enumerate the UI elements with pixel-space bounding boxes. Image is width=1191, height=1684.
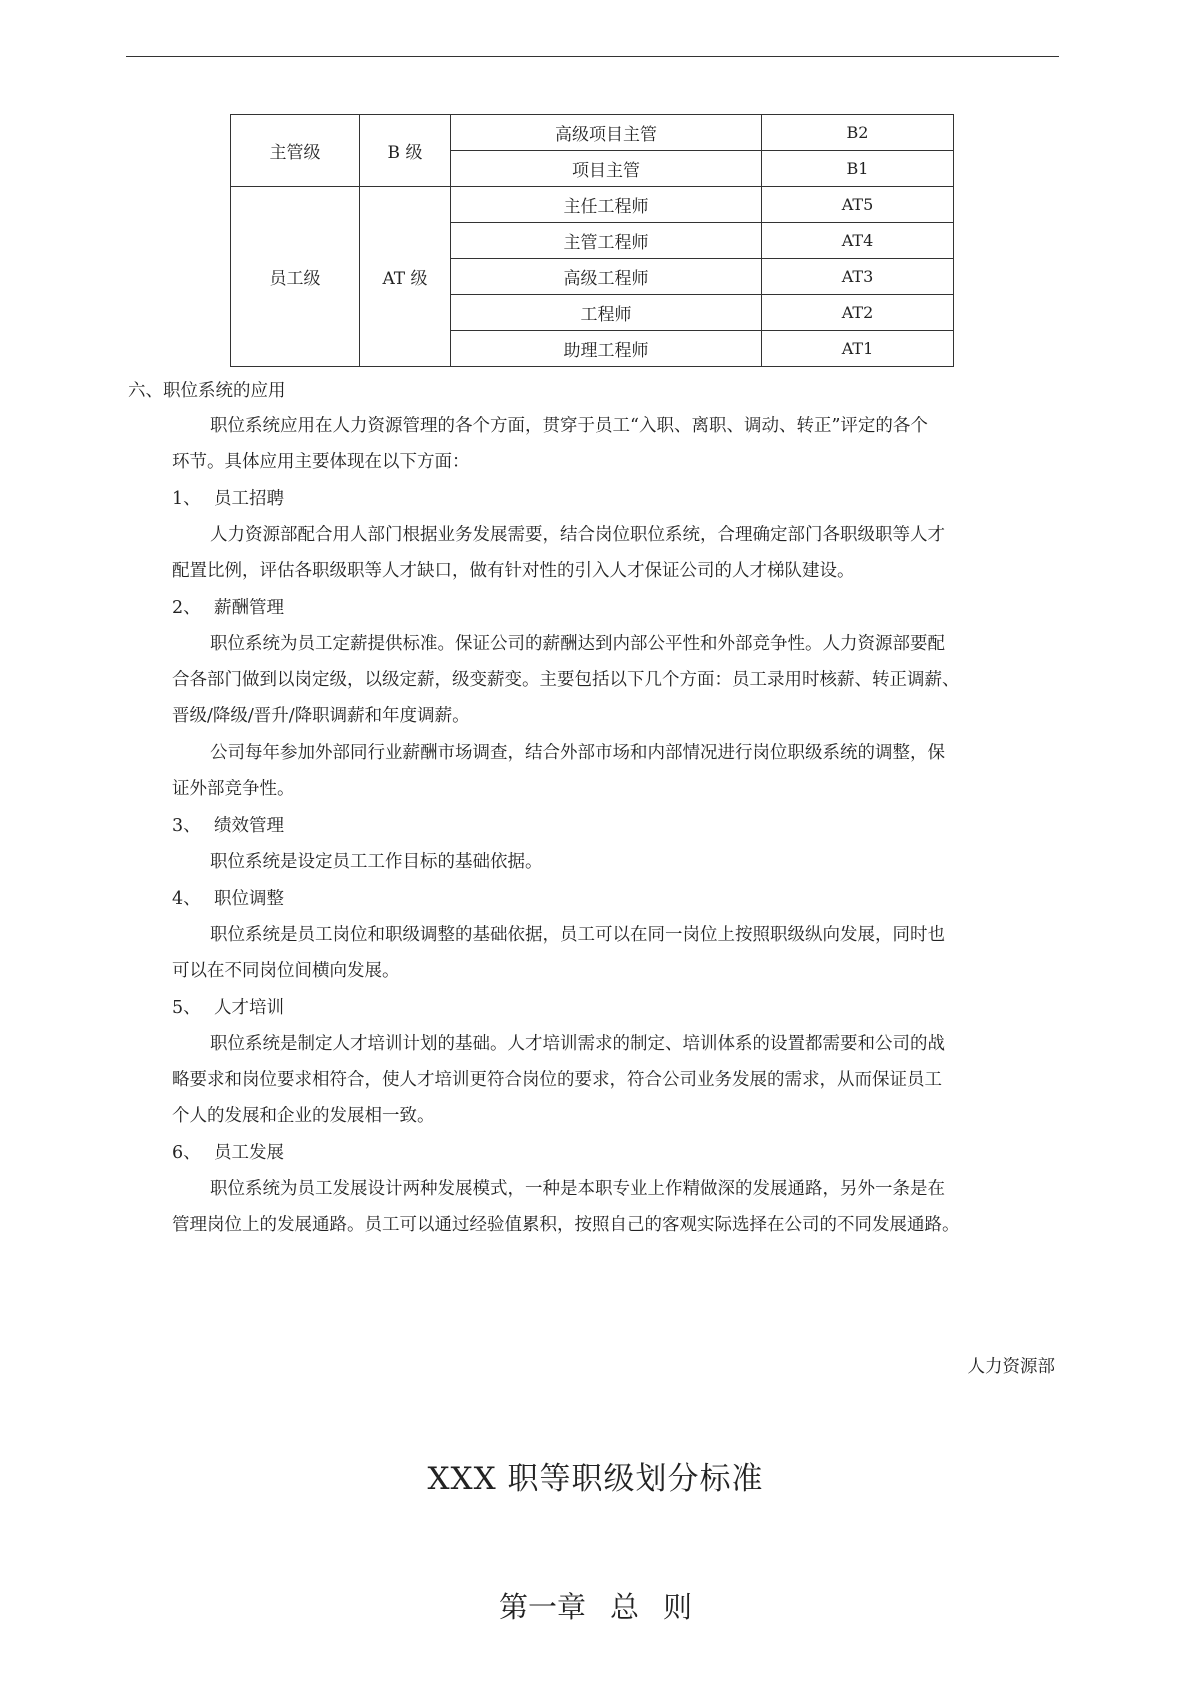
item-heading xyxy=(172,487,284,511)
header-rule xyxy=(126,56,1059,57)
document-title: XXX 职等职级划分标准 xyxy=(427,1461,764,1497)
body-line: 人力资源部配合用人部门根据业务发展需要，结合岗位职位系统，合理确定部门各职级职等人才 xyxy=(210,525,945,545)
body-line: 公司每年参加外部同行业薪酬市场调查，结合外部市场和内部情况进行岗位职级系统的调整，保 xyxy=(210,743,945,763)
intro-line: 职位系统应用在人力资源管理的各个方面，贯穿于员工“入职、离职、调动、转正”评定的各个 xyxy=(210,416,928,436)
level-cell: 员工级 xyxy=(231,187,360,367)
body-line: 管理岗位上的发展通路。员工可以通过经验值累积，按照自己的客观实际选择在公司的不同发展通路。 xyxy=(172,1215,960,1235)
item-heading xyxy=(172,887,284,911)
body-line: 职位系统为员工发展设计两种发展模式，一种是本职专业上作精做深的发展通路，另外一条是在 xyxy=(210,1179,945,1199)
item-number: 5、 xyxy=(172,998,201,1018)
item-number: 3、 xyxy=(172,816,201,836)
level-cell: 主管级 xyxy=(231,115,360,187)
section-heading: 六、职位系统的应用 xyxy=(128,381,286,401)
code-cell: B2 xyxy=(762,115,954,151)
body-line: 职位系统为员工定薪提供标准。保证公司的薪酬达到内部公平性和外部竞争性。人力资源部要配 xyxy=(210,634,945,654)
body-line: 个人的发展和企业的发展相一致。 xyxy=(172,1106,435,1126)
item-title: 薪酬管理 xyxy=(214,598,284,618)
body-line: 职位系统是设定员工工作目标的基础依据。 xyxy=(210,852,543,872)
item-title: 职位调整 xyxy=(214,889,284,909)
chapter-word: 总 xyxy=(609,1590,639,1624)
grade-cell: AT 级 xyxy=(360,187,451,367)
chapter-number: 第一章 xyxy=(498,1590,586,1624)
code-cell: AT5 xyxy=(762,187,954,223)
intro-line: 环节。具体应用主要体现在以下方面： xyxy=(172,452,470,472)
item-number: 2、 xyxy=(172,598,201,618)
chapter-word: 则 xyxy=(663,1590,693,1624)
code-cell: AT3 xyxy=(762,259,954,295)
body-line: 可以在不同岗位间横向发展。 xyxy=(172,961,400,981)
item-title: 人才培训 xyxy=(214,998,284,1018)
position-cell: 主管工程师 xyxy=(451,223,762,259)
position-cell: 助理工程师 xyxy=(451,331,762,367)
item-heading xyxy=(172,814,284,838)
body-line: 晋级/降级/晋升/降职调薪和年度调薪。 xyxy=(172,706,470,726)
body-line: 配置比例，评估各职级职等人才缺口，做有针对性的引入人才保证公司的人才梯队建设。 xyxy=(172,561,855,581)
item-title: 绩效管理 xyxy=(214,816,284,836)
table-row xyxy=(231,187,954,223)
item-number: 6、 xyxy=(172,1143,201,1163)
item-heading xyxy=(172,996,284,1020)
position-cell: 高级工程师 xyxy=(451,259,762,295)
position-cell: 项目主管 xyxy=(451,151,762,187)
position-cell: 高级项目主管 xyxy=(451,115,762,151)
item-number: 4、 xyxy=(172,889,201,909)
code-cell: AT4 xyxy=(762,223,954,259)
chapter-heading xyxy=(0,1585,1191,1626)
body-line: 略要求和岗位要求相符合，使人才培训更符合岗位的要求，符合公司业务发展的需求，从而保证员工 xyxy=(172,1070,942,1090)
item-title: 员工招聘 xyxy=(214,489,284,509)
body-line: 职位系统是制定人才培训计划的基础。人才培训需求的制定、培训体系的设置都需要和公司的战 xyxy=(210,1034,945,1054)
grade-table xyxy=(230,114,954,367)
position-cell: 主任工程师 xyxy=(451,187,762,223)
code-cell: AT1 xyxy=(762,331,954,367)
grade-cell: B 级 xyxy=(360,115,451,187)
signature: 人力资源部 xyxy=(967,1357,1055,1377)
table-row xyxy=(231,115,954,151)
item-title: 员工发展 xyxy=(214,1143,284,1163)
item-number: 1、 xyxy=(172,489,201,509)
position-cell: 工程师 xyxy=(451,295,762,331)
body-line: 职位系统是员工岗位和职级调整的基础依据，员工可以在同一岗位上按照职级纵向发展，同时也 xyxy=(210,925,945,945)
item-heading xyxy=(172,596,284,620)
code-cell: AT2 xyxy=(762,295,954,331)
body-line: 合各部门做到以岗定级，以级定薪，级变薪变。主要包括以下几个方面：员工录用时核薪、转正调薪、 xyxy=(172,670,960,690)
item-heading xyxy=(172,1141,284,1165)
body-line: 证外部竞争性。 xyxy=(172,779,295,799)
code-cell: B1 xyxy=(762,151,954,187)
